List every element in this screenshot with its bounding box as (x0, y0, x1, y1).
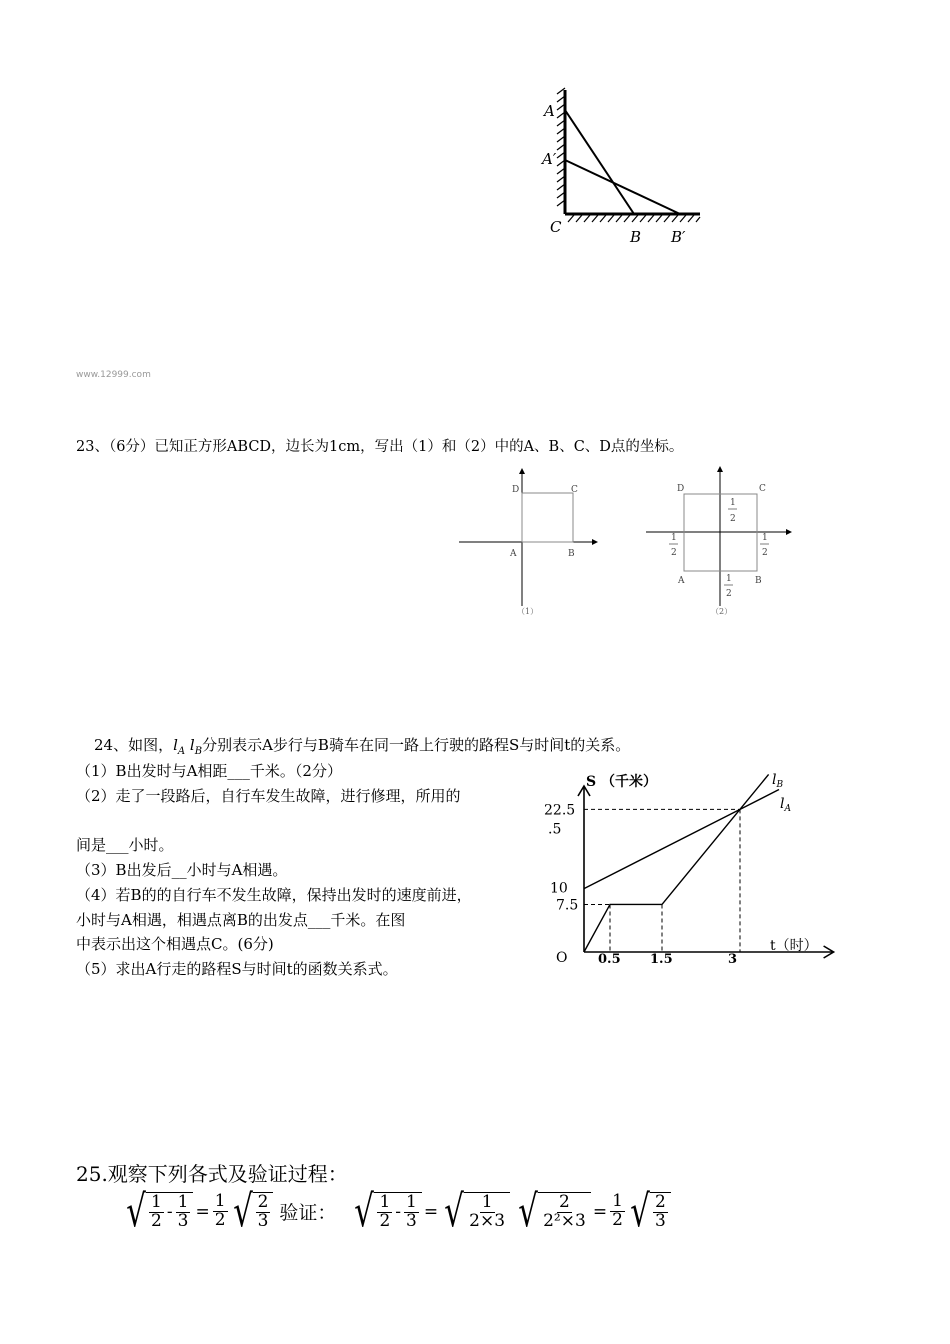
x-axis-label: t（时） (770, 938, 818, 954)
watermark: www.12999.com (76, 370, 151, 380)
sqrt-3: √ $\frac{1}{2}$ - $\frac{1}{3}$ (350, 1192, 421, 1232)
label-a-prime: A′ (542, 150, 557, 168)
wall-hatch (557, 88, 565, 214)
fig1-label-d: D (512, 485, 520, 495)
q24-intro-suffix: 分别表示A步行与B骑车在同一路上行驶的路程S与时间t的关系。 (202, 736, 631, 754)
q24-line-4: （3）B出发后__小时与A相遇。 (76, 861, 288, 879)
sqrt-4: √ $\frac{1}{2\times 3}$ (440, 1192, 510, 1232)
ladder-figure (530, 80, 720, 250)
q24-intro (94, 738, 630, 757)
ladder-a2b2 (565, 160, 680, 214)
fig1-caption: （1） (517, 607, 539, 616)
q24-line-5: （4）若B的的自行车不发生故障，保持出发时的速度前进， (76, 886, 472, 904)
q25-title: 25.观察下列各式及验证过程： (76, 1162, 348, 1186)
fig2-label-d: D (677, 484, 685, 494)
label-c: C (550, 218, 562, 236)
verify-label: 验证： (279, 1202, 337, 1225)
q23-text: 23、（6分）已知正方形ABCD，边长为1cm，写出（1）和（2）中的A、B、C、D点的坐标。 (76, 439, 684, 455)
series-label-la: $l_A$ (780, 796, 791, 814)
svg-text:1: 1 (726, 574, 732, 584)
sqrt-6: √ $\frac{2}{3}$ (626, 1192, 671, 1232)
fig2-label-a: A (678, 576, 685, 586)
fig1-label-a: A (510, 549, 517, 559)
chart-series (584, 774, 779, 952)
chart-ticks (544, 802, 737, 967)
y-tick-label: 22.5 (544, 802, 576, 819)
q23-figure-1 (455, 466, 600, 621)
q24-line-8: （5）求出A行走的路程S与时间t的函数关系式。 (76, 960, 398, 978)
y-axis-label: S （千米） (586, 774, 657, 790)
fig2-caption: （2） (711, 607, 733, 616)
x-tick-label: 1.5 (650, 952, 673, 967)
label-a: A (544, 102, 555, 120)
fig2-half-bottom (724, 574, 733, 599)
origin-label: O (556, 950, 568, 966)
s-t-chart (540, 768, 840, 968)
series-line-la (584, 790, 779, 889)
series-line-lb (584, 774, 769, 952)
q24-la: $l_A$ (173, 736, 186, 757)
y-tick-label: 7.5 (556, 897, 579, 914)
q25-formula: √ $\frac{1}{2}$ - $\frac{1}{3}$ = $\frac{1}{2}$ √ $\frac{2}{3}$ 验证： √ $\frac{1}{2}$ - $\frac{1}{3}$ = √ $\frac{1}{2\times 3}$ √ $\frac{2}{\text{2²×3}}$ = $\frac{1}{2}$ √ $\frac{2}{3}$ (122, 1192, 671, 1232)
q24-lb: $l_B$ (189, 736, 203, 757)
q24-line-2: （2）走了一段路后，自行车发生故障，进行修理，所用的 (76, 787, 461, 805)
fig1-label-c: C (571, 485, 578, 495)
q23-figure-2 (640, 466, 800, 621)
ladder-ab (565, 110, 634, 214)
svg-text:1: 1 (671, 533, 677, 543)
svg-text:2: 2 (726, 589, 732, 599)
chart-guides (584, 809, 740, 952)
sqrt-1: √ $\frac{1}{2}$ - $\frac{1}{3}$ (122, 1192, 193, 1232)
fig2-half-right (760, 533, 769, 558)
svg-text:1: 1 (730, 498, 736, 508)
sqrt-5: √ $\frac{2}{\text{2²×3}}$ (514, 1192, 591, 1232)
svg-text:2: 2 (671, 548, 677, 558)
series-label-lb: $l_B$ (772, 772, 784, 790)
ground-hatch (565, 214, 700, 222)
fig1-label-b: B (568, 549, 575, 559)
fig2-half-top (728, 498, 737, 524)
q24-line-3: 间是___小时。 (76, 836, 174, 854)
q24-line-7: 中表示出这个相遇点C。(6分) (76, 935, 274, 953)
fig2-label-b: B (755, 576, 762, 586)
q24-intro-prefix: 24、如图， (94, 736, 174, 754)
svg-text:1: 1 (762, 533, 768, 543)
label-b-prime: B′ (671, 228, 686, 246)
label-b: B (630, 228, 642, 246)
q24-line-1: （1）B出发时与A相距___千米。（2分） (76, 762, 342, 780)
sqrt-2: √ $\frac{2}{3}$ (229, 1192, 274, 1232)
x-tick-label: 0.5 (598, 952, 621, 967)
fig2-half-left (669, 533, 678, 558)
x-tick-label: 3 (728, 952, 738, 967)
y-tick-label: .5 (548, 821, 562, 838)
svg-text:2: 2 (762, 548, 768, 558)
q24-line-6: 小时与A相遇，相遇点离B的出发点___千米。在图 (76, 911, 406, 929)
svg-text:2: 2 (730, 514, 736, 524)
fig2-label-c: C (759, 484, 766, 494)
y-tick-label: 10 (550, 880, 568, 897)
